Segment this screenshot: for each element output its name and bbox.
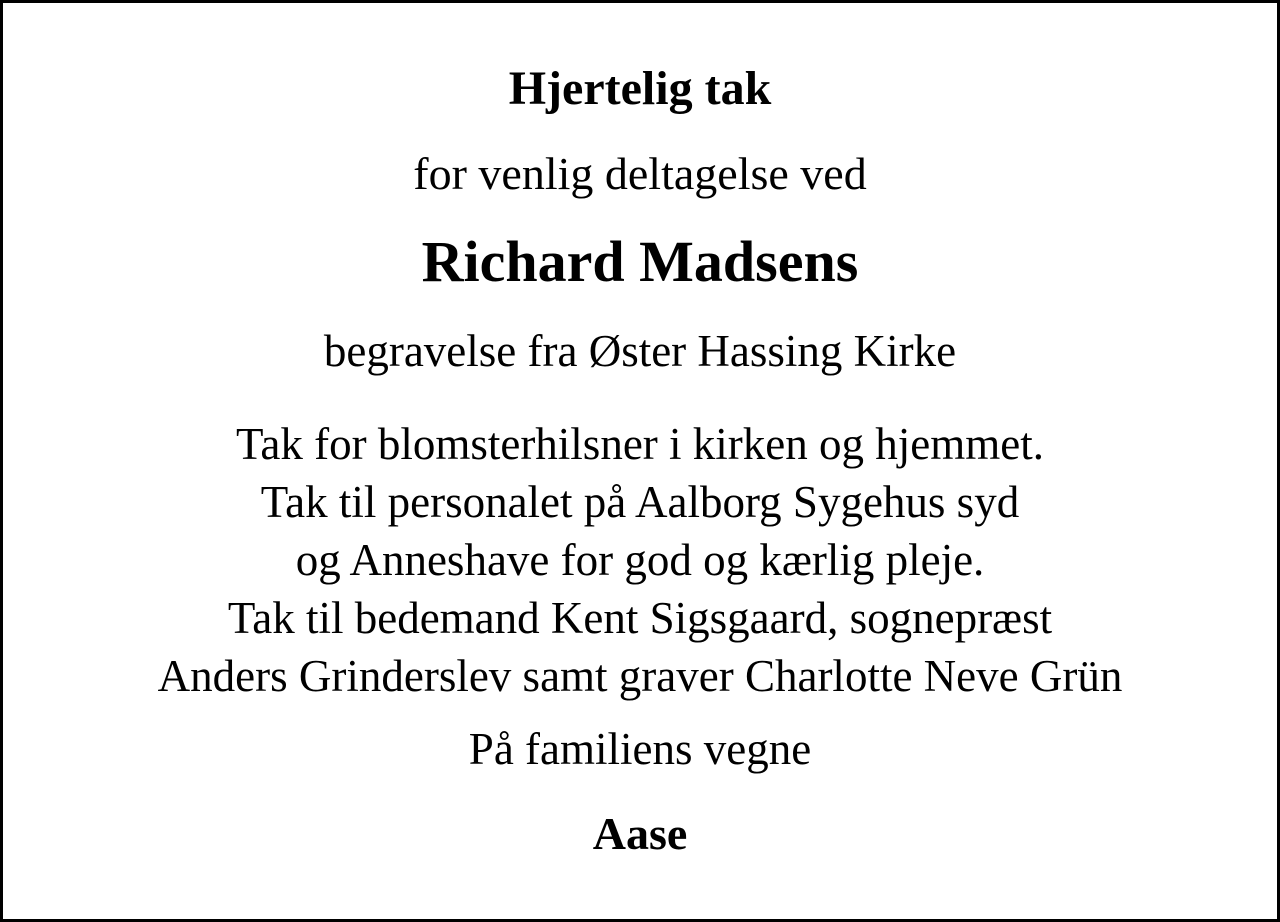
closing-line: På familiens vegne <box>468 724 812 774</box>
deceased-name: Richard Madsens <box>421 229 859 294</box>
thanks-line: Tak for blomsterhilsner i kirken og hjemmet. <box>236 419 1044 469</box>
thanks-line: Tak til personalet på Aalborg Sygehus syd <box>260 477 1020 527</box>
funeral-location: begravelse fra Øster Hassing Kirke <box>323 326 957 376</box>
notice-heading: Hjertelig tak <box>508 62 772 115</box>
signature-name: Aase <box>592 808 688 859</box>
thanks-line: og Anneshave for god og kærlig pleje. <box>295 535 985 585</box>
thanks-line: Anders Grinderslev samt graver Charlotte Neve Grün <box>157 651 1123 701</box>
thanks-paragraph <box>3 415 1277 705</box>
notice-intro: for venlig deltagelse ved <box>413 148 867 199</box>
thanks-line: Tak til bedemand Kent Sigsgaard, sognepræst <box>227 593 1053 643</box>
